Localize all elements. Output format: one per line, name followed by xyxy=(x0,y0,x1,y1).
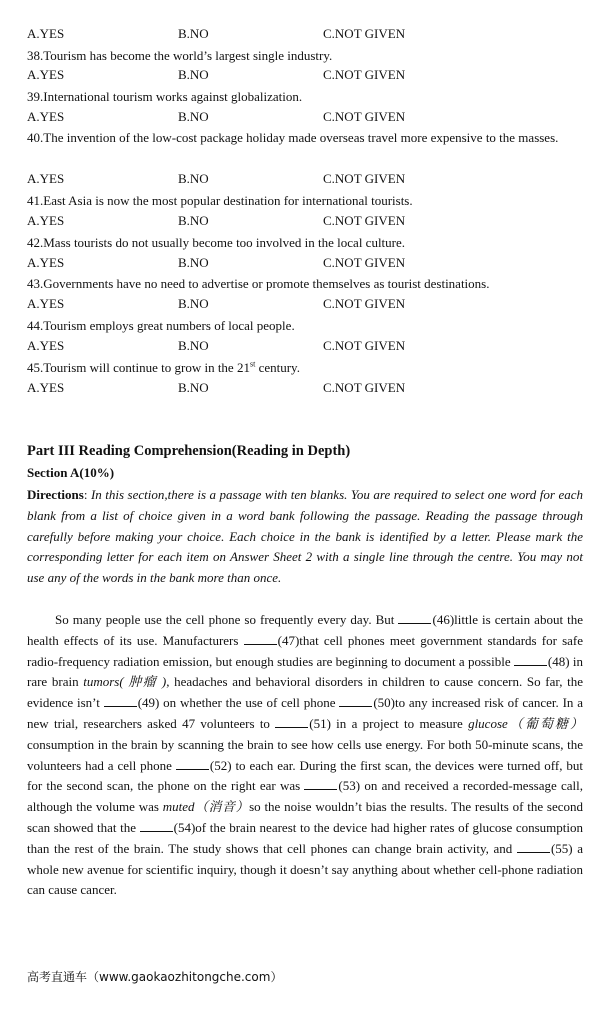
option-b: B.NO xyxy=(178,213,209,228)
passage-text: (52) to each ear. During the first scan, the devices were turned off, but for the second scan, the phone on the right ear was xyxy=(27,757,583,794)
directions-colon: : xyxy=(83,487,91,502)
question-39: 39.International tourism works against globalization. xyxy=(27,89,303,104)
question-45-text: 45.Tourism will continue to grow in the 21 xyxy=(27,360,250,375)
passage-text: (54)of the brain nearest to the device had higher rates of glucose consumption than the rest of the brain. The study shows that cell phones can change brain activity, and xyxy=(27,819,583,856)
option-b: B.NO xyxy=(178,338,209,353)
passage-text: (55) a whole new avenue for scientific inquiry, though it doesn’t say anything about whether cell-phone radiation can cause cancer. xyxy=(27,840,583,898)
option-a: A.YES xyxy=(27,171,65,186)
option-a: A.YES xyxy=(27,26,65,41)
option-c: C.NOT GIVEN xyxy=(323,338,406,353)
option-a: A.YES xyxy=(27,338,65,353)
question-45-tail: century. xyxy=(255,360,300,375)
blank-51 xyxy=(275,716,308,728)
question-42: 42.Mass tourists do not usually become too involved in the local culture. xyxy=(27,235,406,250)
question-38: 38.Tourism has become the world’s largest single industry. xyxy=(27,48,333,63)
options-row-45 xyxy=(27,380,587,398)
option-b: B.NO xyxy=(178,255,209,270)
passage-text: (53) on and received a recorded-message call, although the volume was xyxy=(27,778,583,815)
passage-gloss-tumors: tumors( 肿瘤 ) xyxy=(83,674,167,690)
part-title: Part III Reading Comprehension(Reading in Depth) xyxy=(27,443,351,459)
passage-text: (49) on whether the use of cell phone xyxy=(137,695,340,711)
blank-48 xyxy=(514,654,547,666)
passage-text: consumption in the brain by scanning the brain to see how cells use energy. For both 50-minute scans, the volunteers had a cell phone xyxy=(27,736,583,773)
blank-46 xyxy=(398,612,431,624)
options-row-39 xyxy=(27,109,587,127)
options-row-37 xyxy=(27,26,587,44)
question-40: 40.The invention of the low-cost package holiday made overseas travel more expensive to the masses. xyxy=(27,130,559,145)
passage-text: (47)that cell phones meet government standards for safe radio-frequency radiation emission, but enough studies are beginning to document a possible xyxy=(27,632,583,669)
option-b: B.NO xyxy=(178,26,209,41)
passage-text: So many people use the cell phone so frequently every day. But xyxy=(55,612,399,627)
option-a: A.YES xyxy=(27,296,65,311)
blank-53 xyxy=(304,778,337,790)
option-c: C.NOT GIVEN xyxy=(323,380,406,395)
options-row-40 xyxy=(27,171,587,189)
blank-50 xyxy=(339,695,372,707)
option-a: A.YES xyxy=(27,380,65,395)
passage-text: so the noise wouldn’t bias the results. The results of the second scan showed that the xyxy=(27,799,583,835)
options-row-38 xyxy=(27,67,587,85)
option-c: C.NOT GIVEN xyxy=(323,26,406,41)
options-row-42 xyxy=(27,255,587,273)
passage-text: (46)little is certain about the health effects of its use. Manufacturers xyxy=(27,612,583,648)
passage-text: (51) in a project to measure xyxy=(309,715,469,731)
options-row-43 xyxy=(27,296,587,314)
option-c: C.NOT GIVEN xyxy=(323,67,406,82)
blank-47 xyxy=(244,633,277,645)
option-b: B.NO xyxy=(178,380,209,395)
question-45 xyxy=(27,359,583,377)
blank-55 xyxy=(517,841,550,853)
option-c: C.NOT GIVEN xyxy=(323,213,406,228)
blank-54 xyxy=(140,820,173,832)
option-c: C.NOT GIVEN xyxy=(323,171,406,186)
blank-49 xyxy=(104,695,137,707)
passage-text: (50)to any increased risk of cancer. In a new trial, researchers asked 47 volunteers to xyxy=(27,695,583,731)
reading-passage xyxy=(27,610,583,901)
blank-52 xyxy=(176,758,209,770)
option-a: A.YES xyxy=(27,109,65,124)
directions xyxy=(27,485,583,589)
option-b: B.NO xyxy=(178,171,209,186)
superscript-st: st xyxy=(249,359,256,369)
directions-label: Directions xyxy=(27,487,84,502)
question-43: 43.Governments have no need to advertise or promote themselves as tourist destinations. xyxy=(27,276,490,291)
option-a: A.YES xyxy=(27,255,65,270)
passage-text: (48) in rare brain xyxy=(27,653,583,690)
option-b: B.NO xyxy=(178,67,209,82)
option-c: C.NOT GIVEN xyxy=(323,109,406,124)
question-44: 44.Tourism employs great numbers of local people. xyxy=(27,318,295,333)
option-a: A.YES xyxy=(27,67,65,82)
directions-text: In this section,there is a passage with ten blanks. You are required to select one word for each blank from a list of choice given in a word bank following the passage. Reading the passage through carefully before making your choice. Each choice in the bank is identified by a letter. Please mark the corresponding letter for each item on Answer Sheet 2 with a single line through the centre. You may not use any of the words in the bank more than once. xyxy=(27,487,583,586)
options-row-44 xyxy=(27,338,587,356)
question-41: 41.East Asia is now the most popular destination for international tourists. xyxy=(27,193,413,208)
option-a: A.YES xyxy=(27,213,65,228)
passage-text: , headaches and behavioral disorders in children to cause concern. So far, the evidence isn’t xyxy=(27,674,583,711)
section-title: Section A(10%) xyxy=(27,465,115,480)
option-c: C.NOT GIVEN xyxy=(323,296,406,311)
passage-gloss-glucose: glucose（葡萄糖） xyxy=(468,715,583,731)
passage-gloss-muted: muted（消音） xyxy=(162,799,250,815)
footer-source: 高考直通车（www.gaokaozhitongche.com） xyxy=(27,970,283,984)
option-c: C.NOT GIVEN xyxy=(323,255,406,270)
options-row-41 xyxy=(27,213,587,231)
option-b: B.NO xyxy=(178,296,209,311)
option-b: B.NO xyxy=(178,109,209,124)
